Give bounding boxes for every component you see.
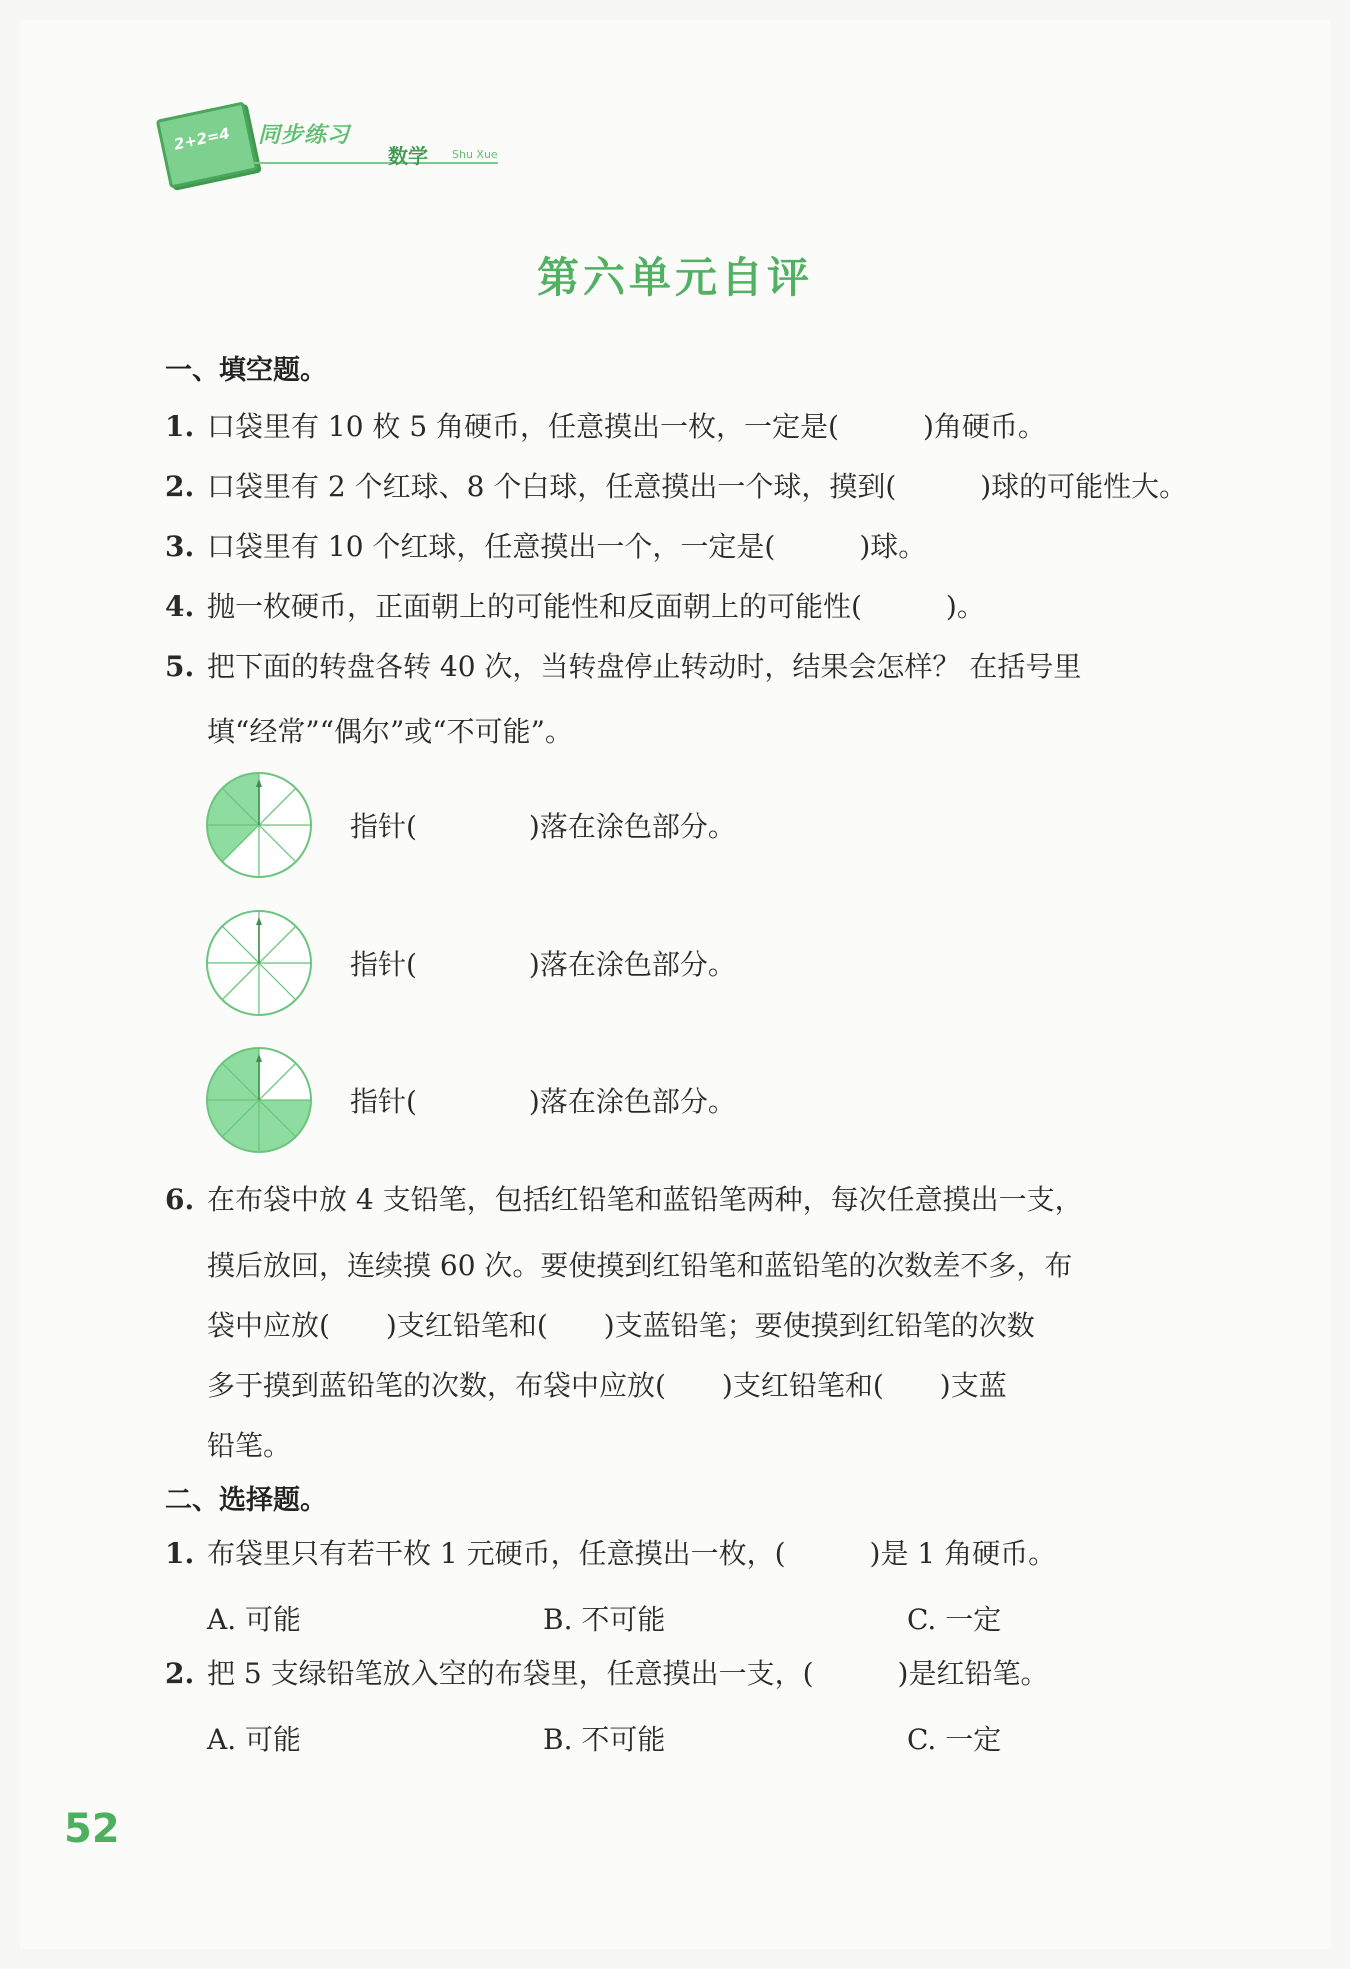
subject-name: 数学 xyxy=(388,144,428,168)
section-heading-choice: 二、选择题。 xyxy=(165,1485,327,1516)
page-title: 第六单元自评 xyxy=(536,253,813,302)
subject-pinyin: Shu Xue xyxy=(452,148,498,161)
option-2-2-b: B. 不可能 xyxy=(543,1723,666,1756)
question-1-4 xyxy=(165,577,985,637)
question-number: 3. xyxy=(165,530,195,563)
question-number: 1. xyxy=(165,410,195,443)
spinner-2 xyxy=(204,908,314,1018)
series-header xyxy=(162,100,522,190)
spinner-1-text: 指针( )落在涂色部分。 xyxy=(350,810,736,843)
chalkboard-icon xyxy=(156,101,259,188)
question-1-6-line4: 多于摸到蓝铅笔的次数，布袋中应放( )支红铅笔和( )支蓝 xyxy=(207,1369,1007,1402)
question-1-6 xyxy=(165,1170,1083,1230)
question-text: 把下面的转盘各转 40 次，当转盘停止转动时，结果会怎样？ 在括号里 xyxy=(207,650,1082,683)
section-heading-fill: 一、填空题。 xyxy=(165,355,327,386)
question-text: 在布袋中放 4 支铅笔，包括红铅笔和蓝铅笔两种，每次任意摸出一支， xyxy=(207,1183,1083,1216)
question-number: 2. xyxy=(165,470,195,503)
question-1-6-line3: 袋中应放( )支红铅笔和( )支蓝铅笔；要使摸到红铅笔的次数 xyxy=(207,1309,1035,1342)
question-2-1 xyxy=(165,1524,1056,1584)
spinner-3-text: 指针( )落在涂色部分。 xyxy=(350,1085,736,1118)
question-1-2 xyxy=(165,457,1187,517)
question-1-1 xyxy=(165,397,1046,457)
spinner-1 xyxy=(204,770,314,880)
question-1-3 xyxy=(165,517,926,577)
question-text: 口袋里有 10 枚 5 角硬币，任意摸出一枚，一定是( )角硬币。 xyxy=(207,410,1046,443)
chalkboard-text: 2+2=4 xyxy=(172,124,232,154)
question-1-6-line5: 铅笔。 xyxy=(207,1429,292,1462)
question-text: 口袋里有 10 个红球，任意摸出一个，一定是( )球。 xyxy=(207,530,927,563)
option-2-1-c: C. 一定 xyxy=(907,1603,1002,1636)
option-2-1-b: B. 不可能 xyxy=(543,1603,666,1636)
spinner-2-text: 指针( )落在涂色部分。 xyxy=(350,948,736,981)
question-text: 布袋里只有若干枚 1 元硬币，任意摸出一枚，( )是 1 角硬币。 xyxy=(207,1537,1057,1570)
question-text: 口袋里有 2 个红球、8 个白球，任意摸出一个球，摸到( )球的可能性大。 xyxy=(207,470,1188,503)
question-text: 把 5 支绿铅笔放入空的布袋里，任意摸出一支，( )是红铅笔。 xyxy=(207,1657,1049,1690)
question-text: 抛一枚硬币，正面朝上的可能性和反面朝上的可能性( )。 xyxy=(207,590,985,623)
question-1-5-line2: 填“经常”“偶尔”或“不可能”。 xyxy=(207,715,573,748)
question-number: 6. xyxy=(165,1183,195,1216)
question-number: 2. xyxy=(165,1657,195,1690)
header-divider xyxy=(248,162,498,164)
page-number: 52 xyxy=(64,1806,120,1852)
question-1-5 xyxy=(165,637,1081,697)
question-number: 1. xyxy=(165,1537,195,1570)
question-number: 4. xyxy=(165,590,195,623)
option-2-2-c: C. 一定 xyxy=(907,1723,1002,1756)
question-number: 5. xyxy=(165,650,195,683)
series-name: 同步练习 xyxy=(258,123,351,148)
option-2-1-a: A. 可能 xyxy=(207,1603,302,1636)
question-2-2 xyxy=(165,1644,1048,1704)
option-2-2-a: A. 可能 xyxy=(207,1723,302,1756)
question-1-6-line2: 摸后放回，连续摸 60 次。要使摸到红铅笔和蓝铅笔的次数差不多，布 xyxy=(207,1249,1073,1282)
spinner-3 xyxy=(204,1045,314,1155)
